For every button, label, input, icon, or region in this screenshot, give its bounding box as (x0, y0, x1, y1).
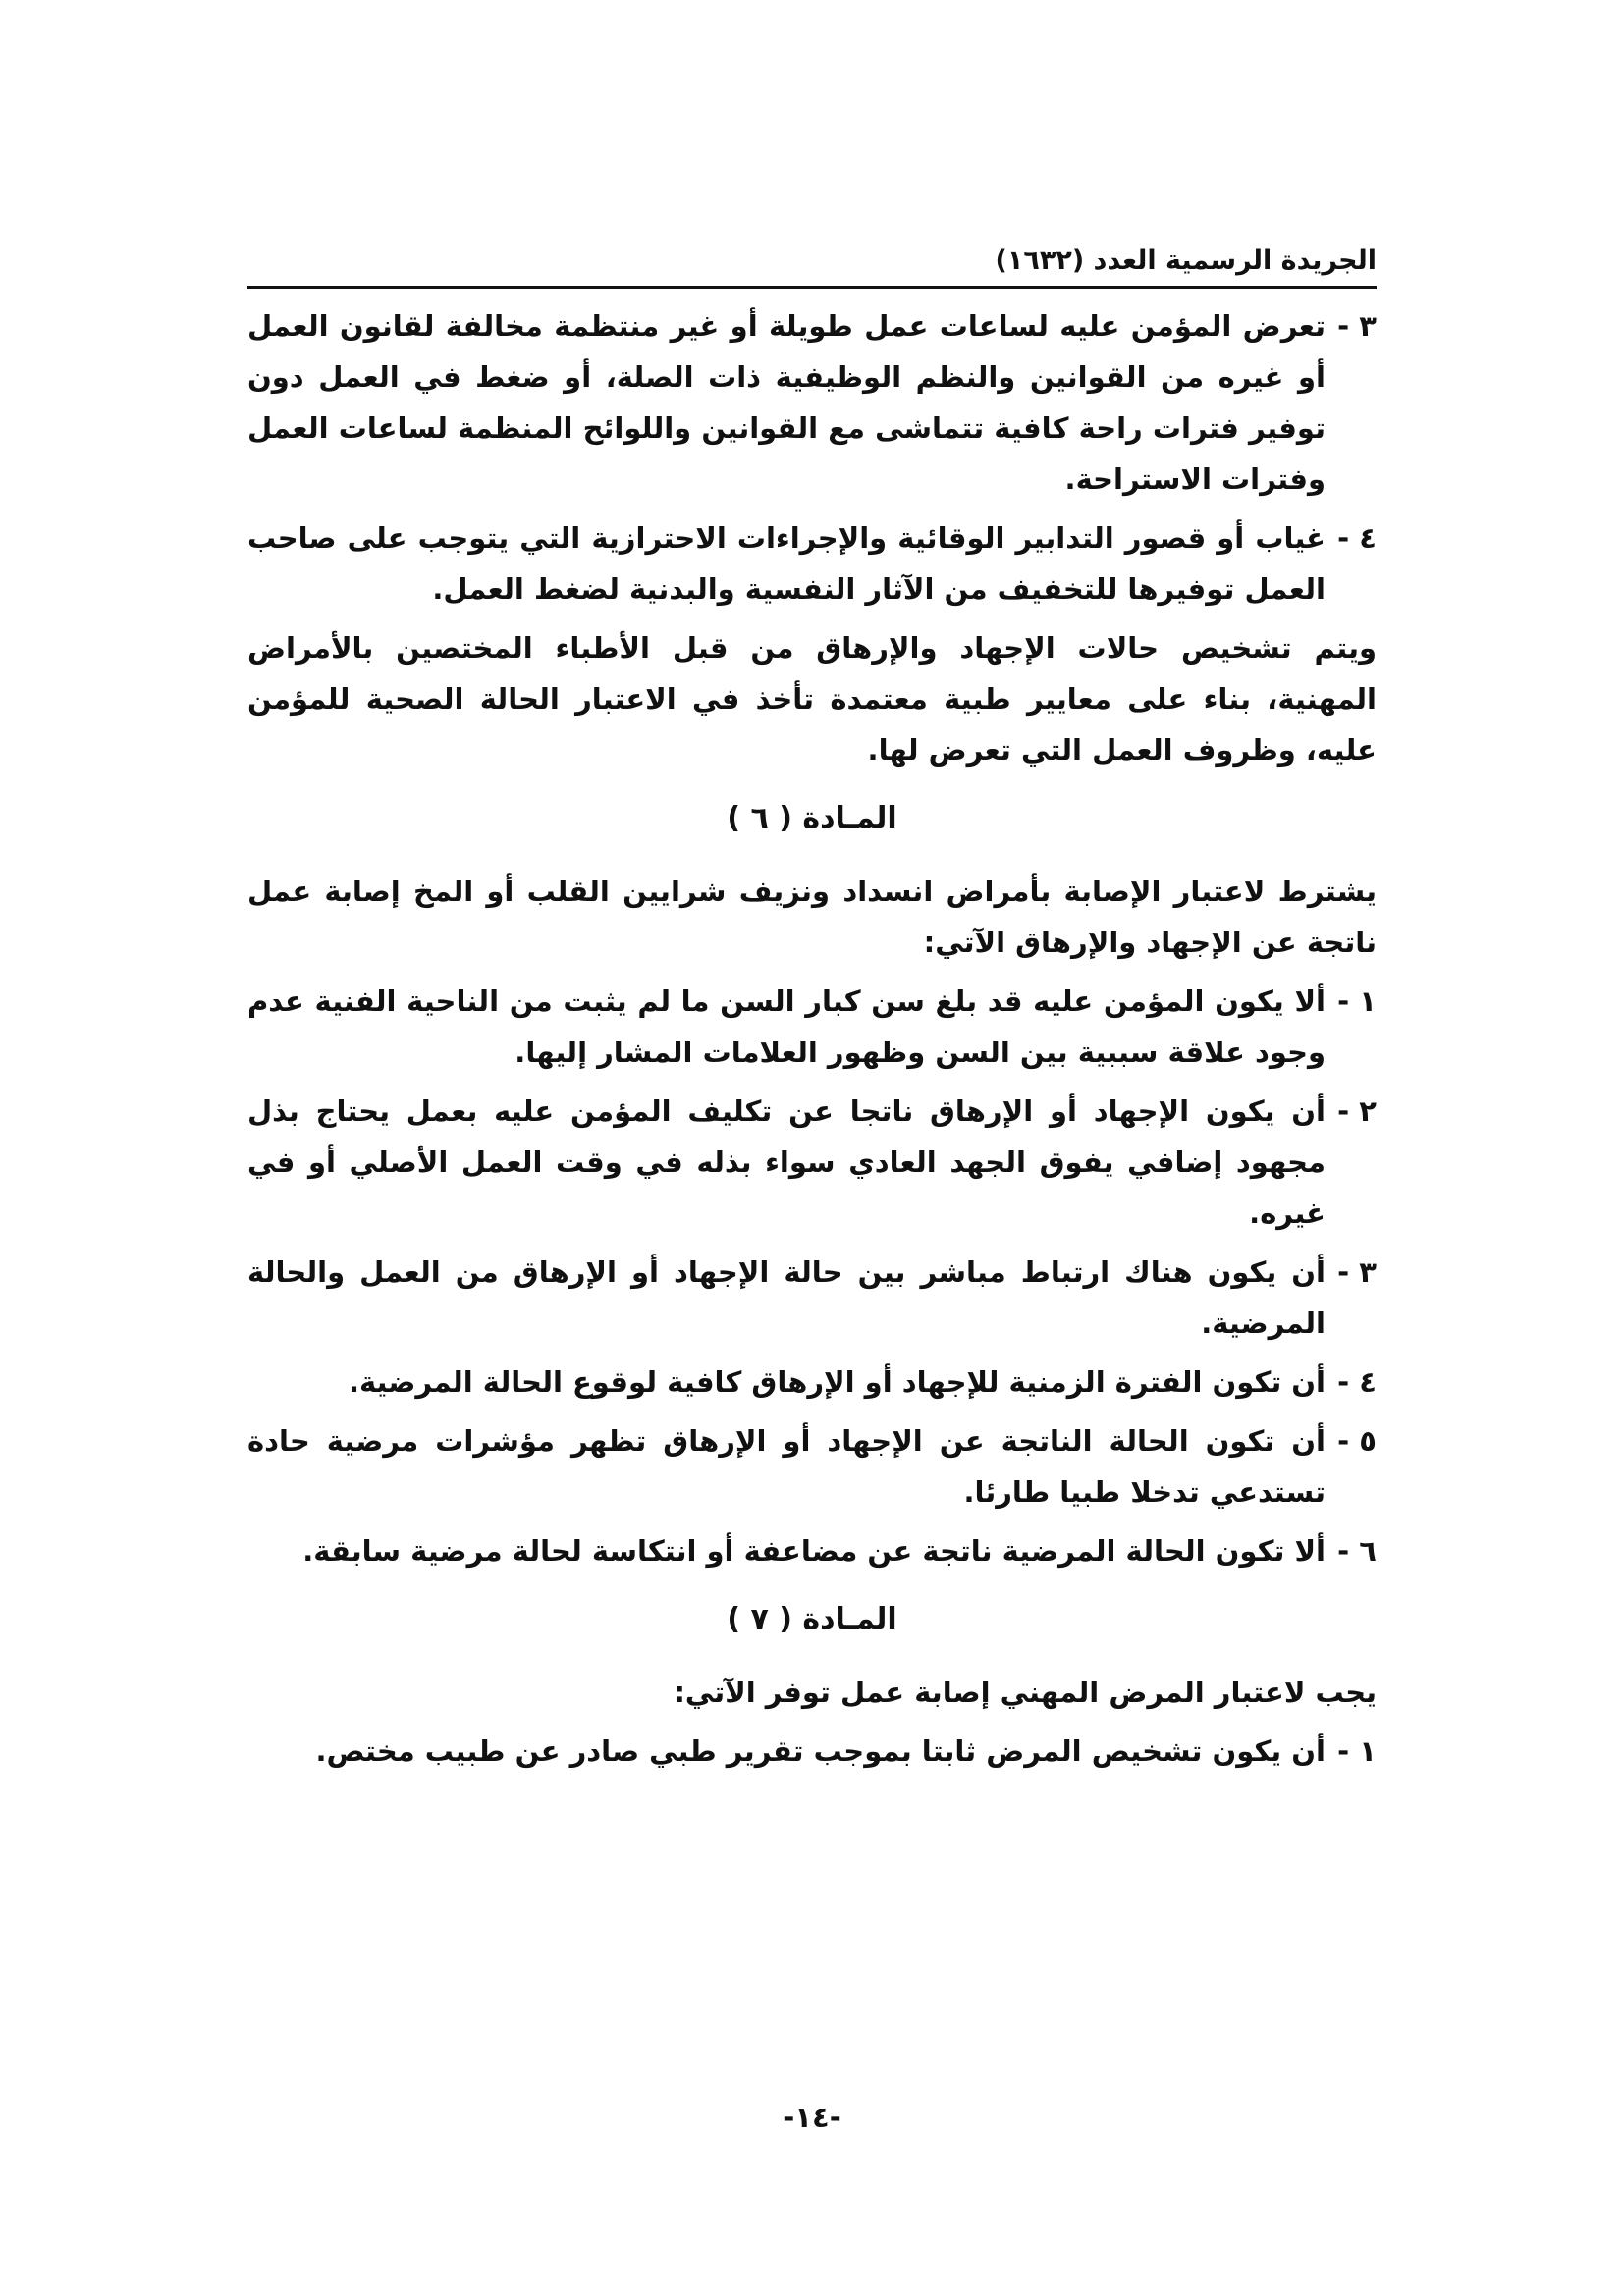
item-number: ٣ - (1337, 309, 1377, 343)
paragraph-requirements: يجب لاعتبار المرض المهني إصابة عمل توفر الآتي: (674, 1676, 1377, 1709)
item-number: ٤ - (1337, 1365, 1377, 1399)
list-item (247, 1726, 1377, 1777)
gazette-title: الجريدة الرسمية العدد (١٦٣٢) (995, 245, 1377, 276)
page-header (247, 245, 1377, 289)
document-body (247, 300, 1377, 1777)
item-text: ألا يكون المؤمن عليه قد بلغ سن كبار السن ما لم يثبت من الناحية الفنية عدم وجود علاقة سببية بين السن وظهور العلامات المشار إليها. (247, 985, 1326, 1069)
list-item (247, 1247, 1377, 1349)
list-item (247, 1357, 1377, 1408)
article-7-heading: المـادة ( ٧ ) (727, 1602, 897, 1636)
item-text: أن تكون الفترة الزمنية للإجهاد أو الإرهاق كافية لوقوع الحالة المرضية. (348, 1365, 1326, 1399)
page-number: -١٤- (783, 2101, 841, 2134)
list-item (247, 1525, 1377, 1576)
item-text: ألا تكون الحالة المرضية ناتجة عن مضاعفة أو انتكاسة لحالة مرضية سابقة. (302, 1534, 1326, 1568)
item-number: ٥ - (1337, 1424, 1377, 1458)
item-number: ١ - (1337, 985, 1377, 1018)
list-item (247, 1086, 1377, 1239)
article-6-heading: المـادة ( ٦ ) (727, 801, 897, 835)
paragraph-conditions: يشترط لاعتبار الإصابة بأمراض انسداد ونزيف شرايين القلب أو المخ إصابة عمل ناتجة عن الإجهاد والإرهاق الآتي: (247, 875, 1377, 959)
item-text: تعرض المؤمن عليه لساعات عمل طويلة أو غير منتظمة مخالفة لقانون العمل أو غيره من القوانين والنظم الوظيفية ذات الصلة، أو ضغط في العمل دون توفير فترات راحة كافية تتماشى مع القوانين واللوائح المنظمة لساعات العمل وفترات الاستراحة. (247, 309, 1326, 496)
item-text: غياب أو قصور التدابير الوقائية والإجراءات الاحترازية التي يتوجب على صاحب العمل توفيرها للتخفيف من الآثار النفسية والبدنية لضغط العمل. (247, 521, 1326, 606)
list-item (247, 1415, 1377, 1518)
item-text: أن يكون هناك ارتباط مباشر بين حالة الإجهاد أو الإرهاق من العمل والحالة المرضية. (247, 1255, 1326, 1340)
item-text: أن يكون تشخيص المرض ثابتا بموجب تقرير طبي صادر عن طبيب مختص. (315, 1735, 1326, 1768)
item-text: أن تكون الحالة الناتجة عن الإجهاد أو الإرهاق تظهر مؤشرات مرضية حادة تستدعي تدخلا طبيا طارئا. (247, 1424, 1326, 1509)
paragraph-diagnosis: ويتم تشخيص حالات الإجهاد والإرهاق من قبل الأطباء المختصين بالأمراض المهنية، بناء على معايير طبية معتمدة تأخذ في الاعتبار الحالة الصحية للمؤمن عليه، وظروف العمل التي تعرض لها. (247, 631, 1377, 767)
item-number: ٦ - (1337, 1534, 1377, 1568)
item-number: ٣ - (1337, 1255, 1377, 1289)
document-page (247, 245, 1377, 1785)
item-number: ١ - (1337, 1735, 1377, 1768)
list-item (247, 300, 1377, 505)
list-item (247, 976, 1377, 1078)
item-text: أن يكون الإجهاد أو الإرهاق ناتجا عن تكليف المؤمن عليه بعمل يحتاج بذل مجهود إضافي يفوق الجهد العادي سواء بذله في وقت العمل الأصلي أو في غيره. (247, 1095, 1326, 1230)
item-number: ٢ - (1337, 1095, 1377, 1128)
list-item (247, 512, 1377, 614)
item-number: ٤ - (1337, 521, 1377, 555)
